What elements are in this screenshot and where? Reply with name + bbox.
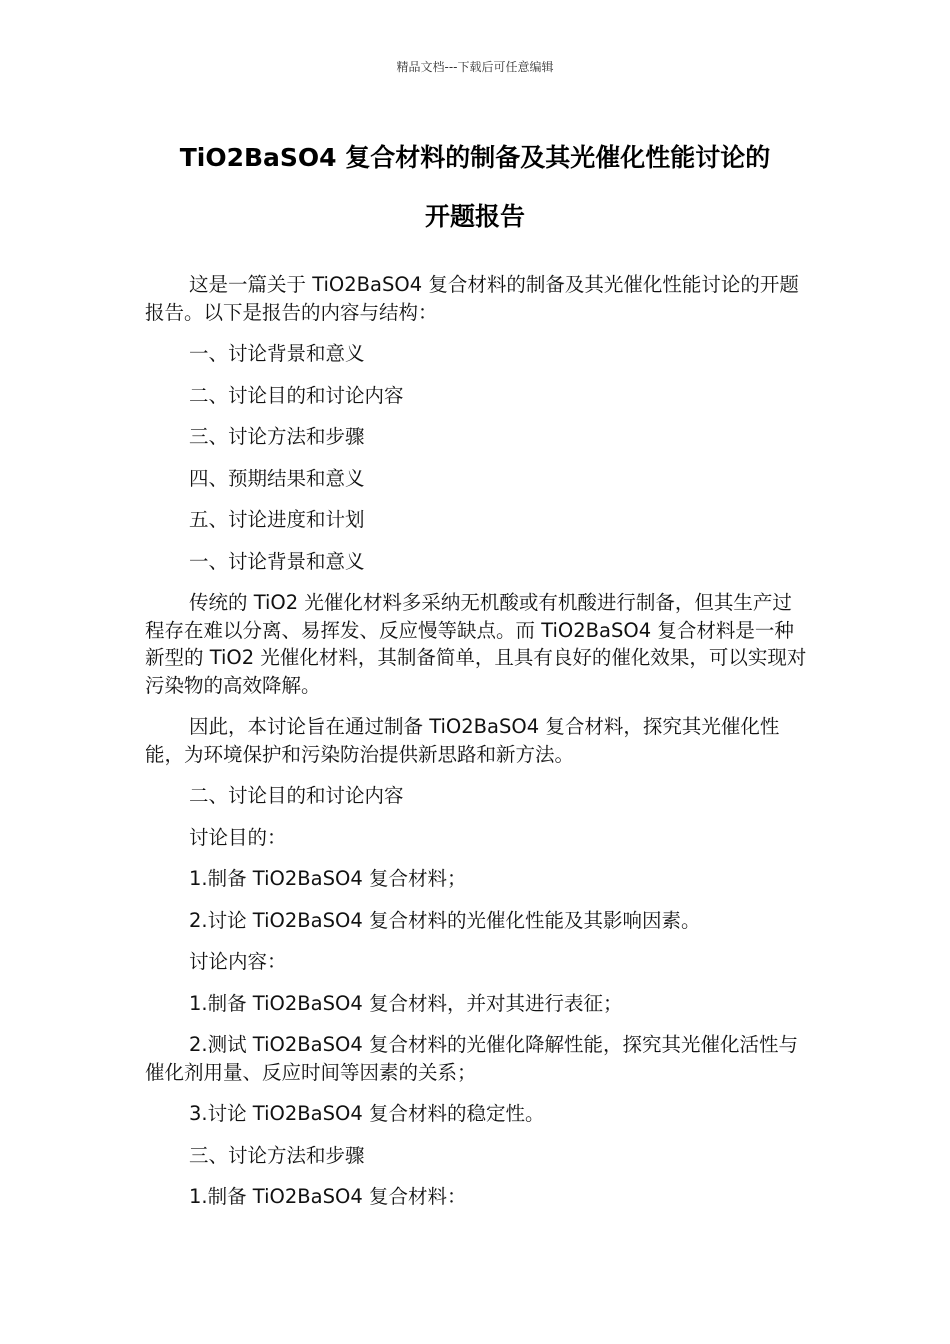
document-title-line-1: TiO2BaSO4 复合材料的制备及其光催化性能讨论的 — [179, 143, 771, 172]
outline-item: 四、预期结果和意义 — [189, 466, 365, 490]
section-heading: 三、讨论方法和步骤 — [189, 1143, 365, 1167]
list-item: 2.讨论 TiO2BaSO4 复合材料的光催化性能及其影响因素。 — [189, 908, 701, 932]
section-heading: 一、讨论背景和意义 — [189, 549, 365, 573]
page-header: 精品文档---下载后可任意编辑 — [396, 60, 554, 74]
outline-item: 二、讨论目的和讨论内容 — [189, 383, 404, 407]
document-body — [145, 271, 810, 1225]
outline-item: 三、讨论方法和步骤 — [189, 425, 365, 448]
outline-item: 五、讨论进度和计划 — [189, 508, 365, 531]
section-heading: 二、讨论目的和讨论内容 — [189, 784, 404, 807]
list-item: 1.制备 TiO2BaSO4 复合材料： — [189, 1185, 467, 1208]
document-title-line-2: 开题报告 — [424, 202, 525, 231]
intro-paragraph: 这是一篇关于 TiO2BaSO4 复合材料的制备及其光催化性能讨论的开题报告。以下是报告的内容与结构： — [145, 273, 799, 324]
list-item: 1.制备 TiO2BaSO4 复合材料； — [189, 867, 467, 890]
body-paragraph: 因此，本讨论旨在通过制备 TiO2BaSO4 复合材料，探究其光催化性能，为环境保护和污染防治提供新思路和新方法。 — [145, 715, 780, 766]
body-paragraph: 传统的 TiO2 光催化材料多采纳无机酸或有机酸进行制备，但其生产过程存在难以分离、易挥发、反应慢等缺点。而 TiO2BaSO4 复合材料是一种新型的 TiO2 光催化材料，其制备简单，且具有良好的催化效果，可以实现对污染物的高效降解。 — [145, 591, 807, 697]
outline-item: 一、讨论背景和意义 — [189, 342, 365, 365]
subheading: 讨论目的： — [189, 825, 287, 849]
list-item: 1.制备 TiO2BaSO4 复合材料，并对其进行表征； — [189, 991, 623, 1015]
list-item: 2.测试 TiO2BaSO4 复合材料的光催化降解性能，探究其光催化活性与催化剂用量、反应时间等因素的关系； — [145, 1033, 798, 1084]
list-item: 3.讨论 TiO2BaSO4 复合材料的稳定性。 — [189, 1102, 545, 1125]
subheading: 讨论内容： — [189, 950, 287, 973]
